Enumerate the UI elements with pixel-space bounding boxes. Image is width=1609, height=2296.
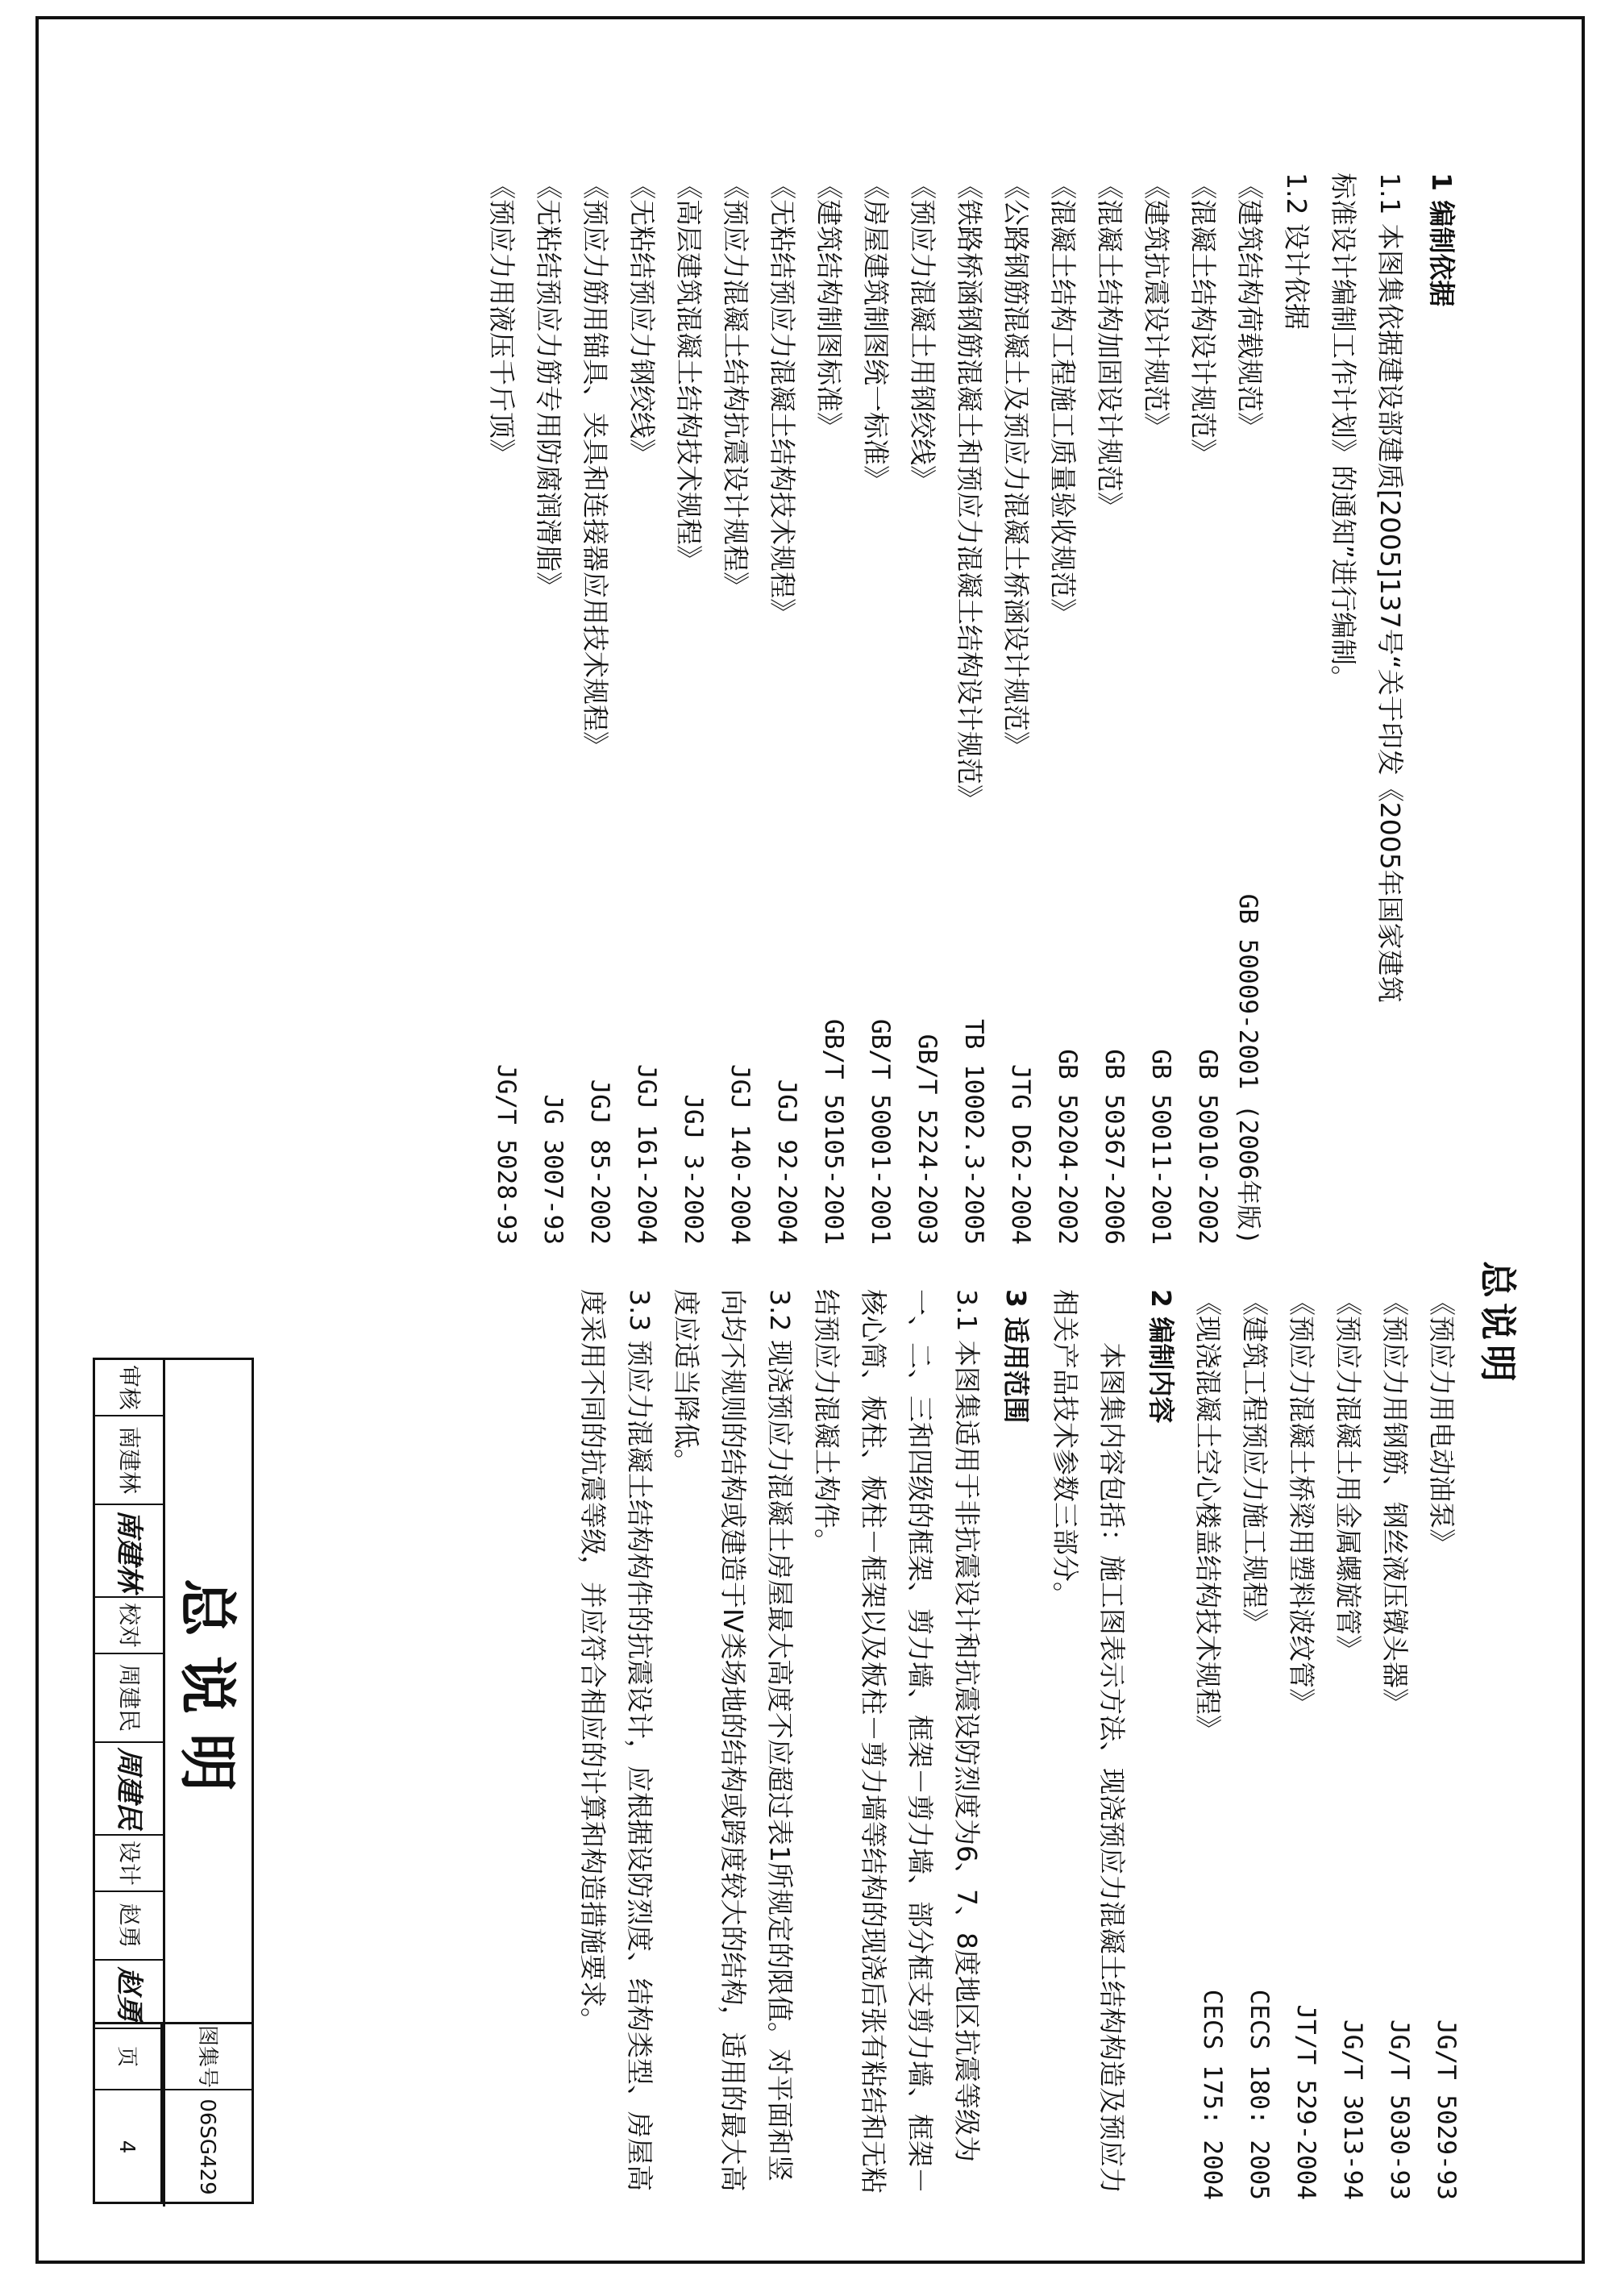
standard-row xyxy=(948,173,995,1245)
standard-code: GB 50010-2002 xyxy=(1193,1049,1222,1245)
standard-title: 《预应力混凝土用钢绞线》 xyxy=(907,173,938,492)
signature-row xyxy=(95,1360,163,2029)
title-block xyxy=(93,1358,254,2204)
standard-row xyxy=(1233,1289,1280,2200)
standard-code: JGJ 85-2002 xyxy=(585,1079,614,1245)
page-no: 4 xyxy=(93,2089,163,2203)
standard-title: 《公路钢筋混凝土及预应力混凝土桥涵设计规范》 xyxy=(1000,173,1032,758)
standard-code: GB/T 50105-2001 xyxy=(819,1019,848,1245)
standard-title: 《预应力混凝土结构抗震设计规程》 xyxy=(720,173,751,598)
standard-title: 《建筑抗震设计规范》 xyxy=(1141,173,1172,439)
checker-signature: 周建民 xyxy=(95,1743,163,1836)
standard-row xyxy=(761,173,808,1245)
standard-title: 《预应力用钢筋、钢丝液压镦头器》 xyxy=(1379,1289,1411,1715)
standard-code: GB/T 5224-2003 xyxy=(913,1034,942,1245)
standard-title: 《混凝土结构设计规范》 xyxy=(1187,173,1219,465)
atlas-no: 06SG429 xyxy=(163,2089,252,2203)
review-label: 审核 xyxy=(95,1360,163,1416)
standard-title: 《无粘结预应力钢绞线》 xyxy=(626,173,658,465)
p3-3: 3.3 预应力混凝土结构构件的抗震设计，应根据设防烈度、结构类型、房屋高度采用不同的抗震等级，并应符合相应的计算和构造措施要求。 xyxy=(577,1289,655,2191)
standard-title: 《高层建筑混凝土结构技术规程》 xyxy=(673,173,705,572)
standard-row xyxy=(1280,1289,1327,2200)
standard-row xyxy=(854,173,901,1245)
standard-row xyxy=(621,173,667,1245)
reviewer-signature: 南建林 xyxy=(95,1505,163,1598)
standard-row xyxy=(901,173,948,1245)
standard-code: JGJ 92-2004 xyxy=(772,1079,801,1245)
section2-title: 2 编制内容 xyxy=(1145,1289,1177,1424)
standard-code: JT/T 529-2004 xyxy=(1291,2004,1320,2200)
standard-title: 《预应力混凝土桥梁用塑料波纹管》 xyxy=(1286,1289,1317,1715)
standard-code: CECS 180: 2005 xyxy=(1245,1989,1274,2200)
standard-row xyxy=(480,173,527,1245)
p1-2: 1.2 设计依据 xyxy=(1281,173,1312,330)
standard-code: GB 50009-2001 (2006年版) xyxy=(1233,893,1262,1245)
standard-code: TB 10002.3-2005 xyxy=(959,1019,988,1245)
standard-title: 《铁路桥涵钢筋混凝土和预应力混凝土结构设计规范》 xyxy=(954,173,985,811)
standard-code: JG/T 3013-94 xyxy=(1338,2019,1367,2200)
standard-row xyxy=(808,173,854,1245)
checker-name: 周建民 xyxy=(95,1654,163,1743)
standard-row xyxy=(1229,173,1275,1245)
standard-title: 《预应力筋用锚具、夹具和连接器应用技术规程》 xyxy=(580,173,611,758)
standard-row xyxy=(995,173,1041,1245)
standard-title: 《预应力用电动油泵》 xyxy=(1426,1289,1457,1555)
page-label: 页 xyxy=(93,2024,163,2089)
standard-row xyxy=(667,173,714,1245)
title-block-title: 总说明 xyxy=(163,1360,252,2207)
standard-row xyxy=(1041,173,1088,1245)
reviewer-name: 南建林 xyxy=(95,1416,163,1505)
standard-code: JGJ 3-2002 xyxy=(679,1094,708,1245)
standard-row xyxy=(1088,173,1135,1245)
section3-title: 3 适用范围 xyxy=(1000,1289,1032,1424)
standard-code: JGJ 140-2004 xyxy=(726,1064,755,1245)
standard-title: 《无粘结预应力筋专用防腐润滑脂》 xyxy=(533,173,564,598)
standard-code: JG/T 5028-93 xyxy=(492,1064,521,1245)
standard-row xyxy=(1187,1289,1233,2200)
standard-code: JG 3007-93 xyxy=(538,1094,568,1245)
standard-title: 《混凝土结构加固设计规范》 xyxy=(1094,173,1125,518)
standard-title: 《预应力混凝土用金属螺旋管》 xyxy=(1333,1289,1364,1662)
standard-title: 《无粘结预应力混凝土结构技术规程》 xyxy=(767,173,798,625)
standard-row xyxy=(1374,1289,1420,2200)
title-block-ref xyxy=(95,2022,252,2202)
check-label: 校对 xyxy=(95,1598,163,1654)
standard-row xyxy=(574,173,621,1245)
standard-code: JGJ 161-2004 xyxy=(632,1064,661,1245)
p1-1-line2: 标准设计编制工作计划》的通知”进行编制。 xyxy=(1328,173,1359,693)
standard-code: JG/T 5030-93 xyxy=(1385,2019,1414,2200)
designer-signature: 赵勇 xyxy=(95,1961,163,2029)
right-column xyxy=(569,1289,1467,2200)
standard-code: CECS 175: 2004 xyxy=(1198,1989,1227,2200)
standard-row xyxy=(1182,173,1229,1245)
standard-code: JG/T 5029-93 xyxy=(1432,2019,1461,2200)
standard-title: 《混凝土结构工程施工质量验收规范》 xyxy=(1047,173,1079,625)
standard-title: 《建筑结构制图标准》 xyxy=(813,173,845,439)
p3-1: 3.1 本图集适用于非抗震设计和抗震设防烈度为6、7、8度地区抗震等级为一、二、三和四级的框架、剪力墙、框架－剪力墙、部分框支剪力墙、框架－核心筒、板柱、板柱－框架以及板柱－剪力墙等结构的现浇后张有粘结和无粘结预应力混凝土构件。 xyxy=(811,1289,983,2194)
standard-code: GB 50204-2002 xyxy=(1053,1049,1082,1245)
standard-code: GB 50367-2006 xyxy=(1100,1049,1129,1245)
standard-title: 《建筑工程预应力施工规程》 xyxy=(1239,1289,1270,1635)
standard-title: 《现浇混凝土空心楼盖结构技术规程》 xyxy=(1192,1289,1224,1741)
standard-title: 《房屋建筑制图统一标准》 xyxy=(860,173,892,492)
standard-row xyxy=(714,173,761,1245)
section2-text: 本图集内容包括：施工图表示方法、现浇预应力混凝土结构构造及预应力相关产品技术参数三部分。 xyxy=(1050,1289,1128,2194)
right-standards-list xyxy=(1187,1289,1467,2200)
standard-title: 《建筑结构荷载规范》 xyxy=(1234,173,1266,439)
standard-row xyxy=(527,173,574,1245)
p1-1-line1: 1.1 本图集依据建设部建质[2005]137号“关于印发《2005年国家建筑 xyxy=(1374,173,1406,1003)
page-title: 总说明 xyxy=(1476,1261,1520,1387)
standard-row xyxy=(1135,173,1182,1245)
standard-code: GB 50011-2001 xyxy=(1146,1049,1175,1245)
section1-title: 1 编制依据 xyxy=(1426,173,1457,307)
standard-code: JTG D62-2004 xyxy=(1006,1064,1035,1245)
left-column xyxy=(480,173,1467,1245)
design-label: 设计 xyxy=(95,1836,163,1892)
p3-2: 3.2 现浇预应力混凝土房屋最大高度不应超过表1所规定的限值。对平面和竖向均不规则的结构或建造于Ⅳ类场地的结构或跨度较大的结构，适用的最大高度应适当降低。 xyxy=(671,1289,796,2192)
atlas-no-label: 图集号 xyxy=(195,2024,219,2088)
designer-name: 赵勇 xyxy=(95,1892,163,1961)
left-standards-list xyxy=(480,173,1275,1245)
standard-code: GB/T 50001-2001 xyxy=(866,1019,895,1245)
document-sheet xyxy=(56,19,1588,2244)
standard-row xyxy=(1420,1289,1467,2200)
standard-title: 《预应力用液压千斤顶》 xyxy=(486,173,518,465)
standard-row xyxy=(1327,1289,1374,2200)
